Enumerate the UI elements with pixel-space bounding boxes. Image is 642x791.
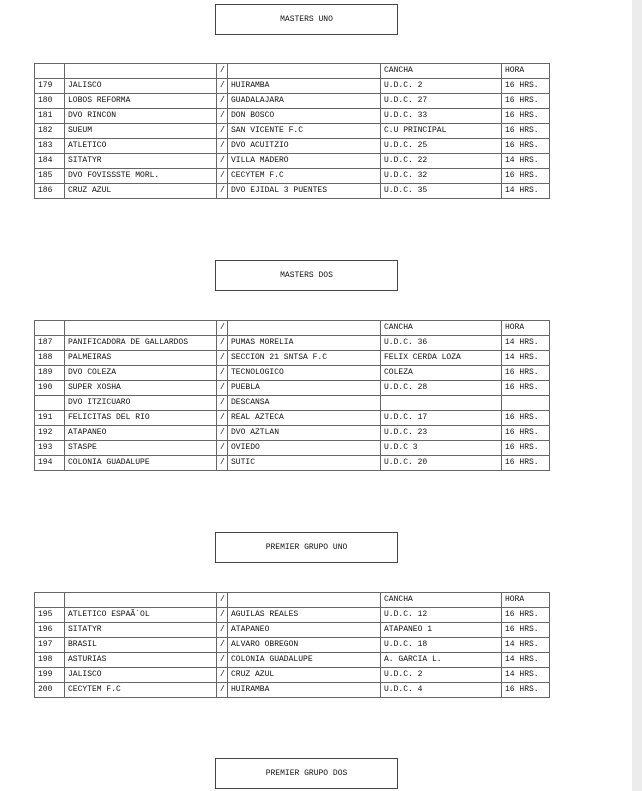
away-team: OVIEDO — [228, 441, 381, 456]
header-cell: HORA — [502, 593, 550, 608]
time: 16 HRS. — [502, 623, 550, 638]
away-team: HUIRAMBA — [228, 683, 381, 698]
away-team: DVO ACUITZIO — [228, 139, 381, 154]
table-row — [35, 411, 550, 426]
away-team: CECYTEM F.C — [228, 169, 381, 184]
match-number: 198 — [35, 653, 65, 668]
venue: ATAPANEO 1 — [381, 623, 502, 638]
table-row — [35, 381, 550, 396]
home-team: DVO FOVISSSTE MORL. — [65, 169, 217, 184]
home-team: DVO COLEZA — [65, 366, 217, 381]
header-cell: HORA — [502, 64, 550, 79]
match-number: 197 — [35, 638, 65, 653]
venue: U.D.C. 22 — [381, 154, 502, 169]
time: 16 HRS. — [502, 441, 550, 456]
vs-separator: / — [217, 456, 228, 471]
away-team: DON BOSCO — [228, 109, 381, 124]
header-cell: / — [217, 321, 228, 336]
venue: U.D.C. 18 — [381, 638, 502, 653]
match-number: 181 — [35, 109, 65, 124]
vs-separator: / — [217, 426, 228, 441]
table-row — [35, 668, 550, 683]
away-team: DVO AZTLAN — [228, 426, 381, 441]
venue: U.D.C. 35 — [381, 184, 502, 199]
vs-separator: / — [217, 638, 228, 653]
away-team: DVO EJIDAL 3 PUENTES — [228, 184, 381, 199]
venue: U.D.C. 25 — [381, 139, 502, 154]
vs-separator: / — [217, 668, 228, 683]
section-title: MASTERS UNO — [215, 4, 398, 35]
time: 14 HRS. — [502, 184, 550, 199]
home-team: SUPER XOSHA — [65, 381, 217, 396]
table-row — [35, 441, 550, 456]
match-number: 191 — [35, 411, 65, 426]
table-row — [35, 426, 550, 441]
venue: U.D.C. 17 — [381, 411, 502, 426]
match-number — [35, 396, 65, 411]
vs-separator: / — [217, 154, 228, 169]
vs-separator: / — [217, 441, 228, 456]
table-row — [35, 169, 550, 184]
header-cell — [65, 64, 217, 79]
vs-separator: / — [217, 351, 228, 366]
venue — [381, 396, 502, 411]
vs-separator: / — [217, 366, 228, 381]
match-table — [34, 320, 550, 471]
match-number: 195 — [35, 608, 65, 623]
time: 16 HRS. — [502, 381, 550, 396]
venue: U.D.C. 2 — [381, 79, 502, 94]
table-row — [35, 396, 550, 411]
table-row — [35, 184, 550, 199]
home-team: SITATYR — [65, 154, 217, 169]
home-team: FELICITAS DEL RIO — [65, 411, 217, 426]
header-cell — [65, 593, 217, 608]
vs-separator: / — [217, 683, 228, 698]
time: 16 HRS. — [502, 79, 550, 94]
time: 14 HRS. — [502, 653, 550, 668]
header-cell — [35, 321, 65, 336]
match-number: 189 — [35, 366, 65, 381]
venue: COLEZA — [381, 366, 502, 381]
time: 14 HRS. — [502, 154, 550, 169]
vs-separator: / — [217, 623, 228, 638]
venue: FELIX CERDA LOZA — [381, 351, 502, 366]
match-table — [34, 63, 550, 199]
away-team: PUMAS MORELIA — [228, 336, 381, 351]
away-team: AGUILAS REALES — [228, 608, 381, 623]
vs-separator: / — [217, 336, 228, 351]
table-row — [35, 109, 550, 124]
away-team: CRUZ AZUL — [228, 668, 381, 683]
table-row — [35, 139, 550, 154]
venue: U.D.C 3 — [381, 441, 502, 456]
home-team: ASTURIAS — [65, 653, 217, 668]
venue: C.U PRINCIPAL — [381, 124, 502, 139]
venue: U.D.C. 12 — [381, 608, 502, 623]
header-cell — [65, 321, 217, 336]
time: 16 HRS. — [502, 139, 550, 154]
away-team: VILLA MADERO — [228, 154, 381, 169]
section-title: PREMIER GRUPO DOS — [215, 758, 398, 789]
home-team: SITATYR — [65, 623, 217, 638]
away-team: SECCION 21 SNTSA F.C — [228, 351, 381, 366]
match-number: 199 — [35, 668, 65, 683]
home-team: DVO ITZICUARO — [65, 396, 217, 411]
table-row — [35, 366, 550, 381]
match-number: 193 — [35, 441, 65, 456]
table-row — [35, 351, 550, 366]
time: 16 HRS. — [502, 411, 550, 426]
match-number: 190 — [35, 381, 65, 396]
venue: U.D.C. 20 — [381, 456, 502, 471]
match-number: 188 — [35, 351, 65, 366]
table-row — [35, 154, 550, 169]
table-row — [35, 79, 550, 94]
header-cell — [228, 593, 381, 608]
home-team: SUEUM — [65, 124, 217, 139]
vs-separator: / — [217, 411, 228, 426]
time: 14 HRS. — [502, 336, 550, 351]
time: 16 HRS. — [502, 169, 550, 184]
time: 16 HRS. — [502, 366, 550, 381]
venue: U.D.C. 27 — [381, 94, 502, 109]
home-team: ATAPANEO — [65, 426, 217, 441]
vs-separator: / — [217, 653, 228, 668]
vs-separator: / — [217, 124, 228, 139]
vs-separator: / — [217, 79, 228, 94]
vs-separator: / — [217, 94, 228, 109]
time: 16 HRS. — [502, 94, 550, 109]
match-number: 194 — [35, 456, 65, 471]
header-cell: CANCHA — [381, 321, 502, 336]
venue: U.D.C. 36 — [381, 336, 502, 351]
away-team: TECNOLOGICO — [228, 366, 381, 381]
vs-separator: / — [217, 139, 228, 154]
match-number: 185 — [35, 169, 65, 184]
header-cell — [35, 593, 65, 608]
away-team: GUADALAJARA — [228, 94, 381, 109]
match-number: 192 — [35, 426, 65, 441]
match-number: 196 — [35, 623, 65, 638]
vs-separator: / — [217, 396, 228, 411]
vs-separator: / — [217, 109, 228, 124]
match-number: 183 — [35, 139, 65, 154]
table-row — [35, 623, 550, 638]
home-team: JALISCO — [65, 668, 217, 683]
away-team: SUTIC — [228, 456, 381, 471]
header-cell — [228, 321, 381, 336]
header-cell: CANCHA — [381, 593, 502, 608]
away-team: REAL AZTECA — [228, 411, 381, 426]
match-number: 182 — [35, 124, 65, 139]
match-table — [34, 592, 550, 698]
away-team: ATAPANEO — [228, 623, 381, 638]
home-team: PANIFICADORA DE GALLARDOS — [65, 336, 217, 351]
time: 14 HRS. — [502, 638, 550, 653]
home-team: LOBOS REFORMA — [65, 94, 217, 109]
header-cell: / — [217, 64, 228, 79]
time: 16 HRS. — [502, 426, 550, 441]
vs-separator: / — [217, 381, 228, 396]
table-header — [35, 64, 550, 79]
header-cell: HORA — [502, 321, 550, 336]
match-number: 200 — [35, 683, 65, 698]
header-cell — [228, 64, 381, 79]
page-margin — [632, 0, 642, 791]
time: 16 HRS. — [502, 109, 550, 124]
home-team: PALMEIRAS — [65, 351, 217, 366]
away-team: SAN VICENTE F.C — [228, 124, 381, 139]
vs-separator: / — [217, 184, 228, 199]
section-title: MASTERS DOS — [215, 260, 398, 291]
away-team: DESCANSA — [228, 396, 381, 411]
venue: U.D.C. 32 — [381, 169, 502, 184]
time: 14 HRS. — [502, 668, 550, 683]
table-row — [35, 336, 550, 351]
table-row — [35, 94, 550, 109]
venue: U.D.C. 2 — [381, 668, 502, 683]
table-row — [35, 608, 550, 623]
away-team: HUIRAMBA — [228, 79, 381, 94]
section-title: PREMIER GRUPO UNO — [215, 532, 398, 563]
table-row — [35, 456, 550, 471]
time: 16 HRS. — [502, 683, 550, 698]
header-cell: / — [217, 593, 228, 608]
away-team: COLONIA GUADALUPE — [228, 653, 381, 668]
away-team: PUEBLA — [228, 381, 381, 396]
table-header — [35, 593, 550, 608]
away-team: ALVARO OBREGON — [228, 638, 381, 653]
match-number: 184 — [35, 154, 65, 169]
time: 14 HRS. — [502, 351, 550, 366]
venue: A. GARCIA L. — [381, 653, 502, 668]
home-team: DVO RINCON — [65, 109, 217, 124]
table-row — [35, 124, 550, 139]
venue: U.D.C. 33 — [381, 109, 502, 124]
vs-separator: / — [217, 608, 228, 623]
home-team: CRUZ AZUL — [65, 184, 217, 199]
match-number: 179 — [35, 79, 65, 94]
table-row — [35, 638, 550, 653]
match-number: 180 — [35, 94, 65, 109]
table-header — [35, 321, 550, 336]
home-team: STASPE — [65, 441, 217, 456]
time: 16 HRS. — [502, 124, 550, 139]
venue: U.D.C. 28 — [381, 381, 502, 396]
vs-separator: / — [217, 169, 228, 184]
home-team: ATLETICO — [65, 139, 217, 154]
match-number: 186 — [35, 184, 65, 199]
venue: U.D.C. 23 — [381, 426, 502, 441]
table-row — [35, 653, 550, 668]
match-number: 187 — [35, 336, 65, 351]
time: 16 HRS. — [502, 608, 550, 623]
home-team: JALISCO — [65, 79, 217, 94]
home-team: CECYTEM F.C — [65, 683, 217, 698]
header-cell — [35, 64, 65, 79]
home-team: COLONIA GUADALUPE — [65, 456, 217, 471]
home-team: BRASIL — [65, 638, 217, 653]
time: 16 HRS. — [502, 456, 550, 471]
table-row — [35, 683, 550, 698]
home-team: ATLETICO ESPAÃ´OL — [65, 608, 217, 623]
time — [502, 396, 550, 411]
venue: U.D.C. 4 — [381, 683, 502, 698]
header-cell: CANCHA — [381, 64, 502, 79]
